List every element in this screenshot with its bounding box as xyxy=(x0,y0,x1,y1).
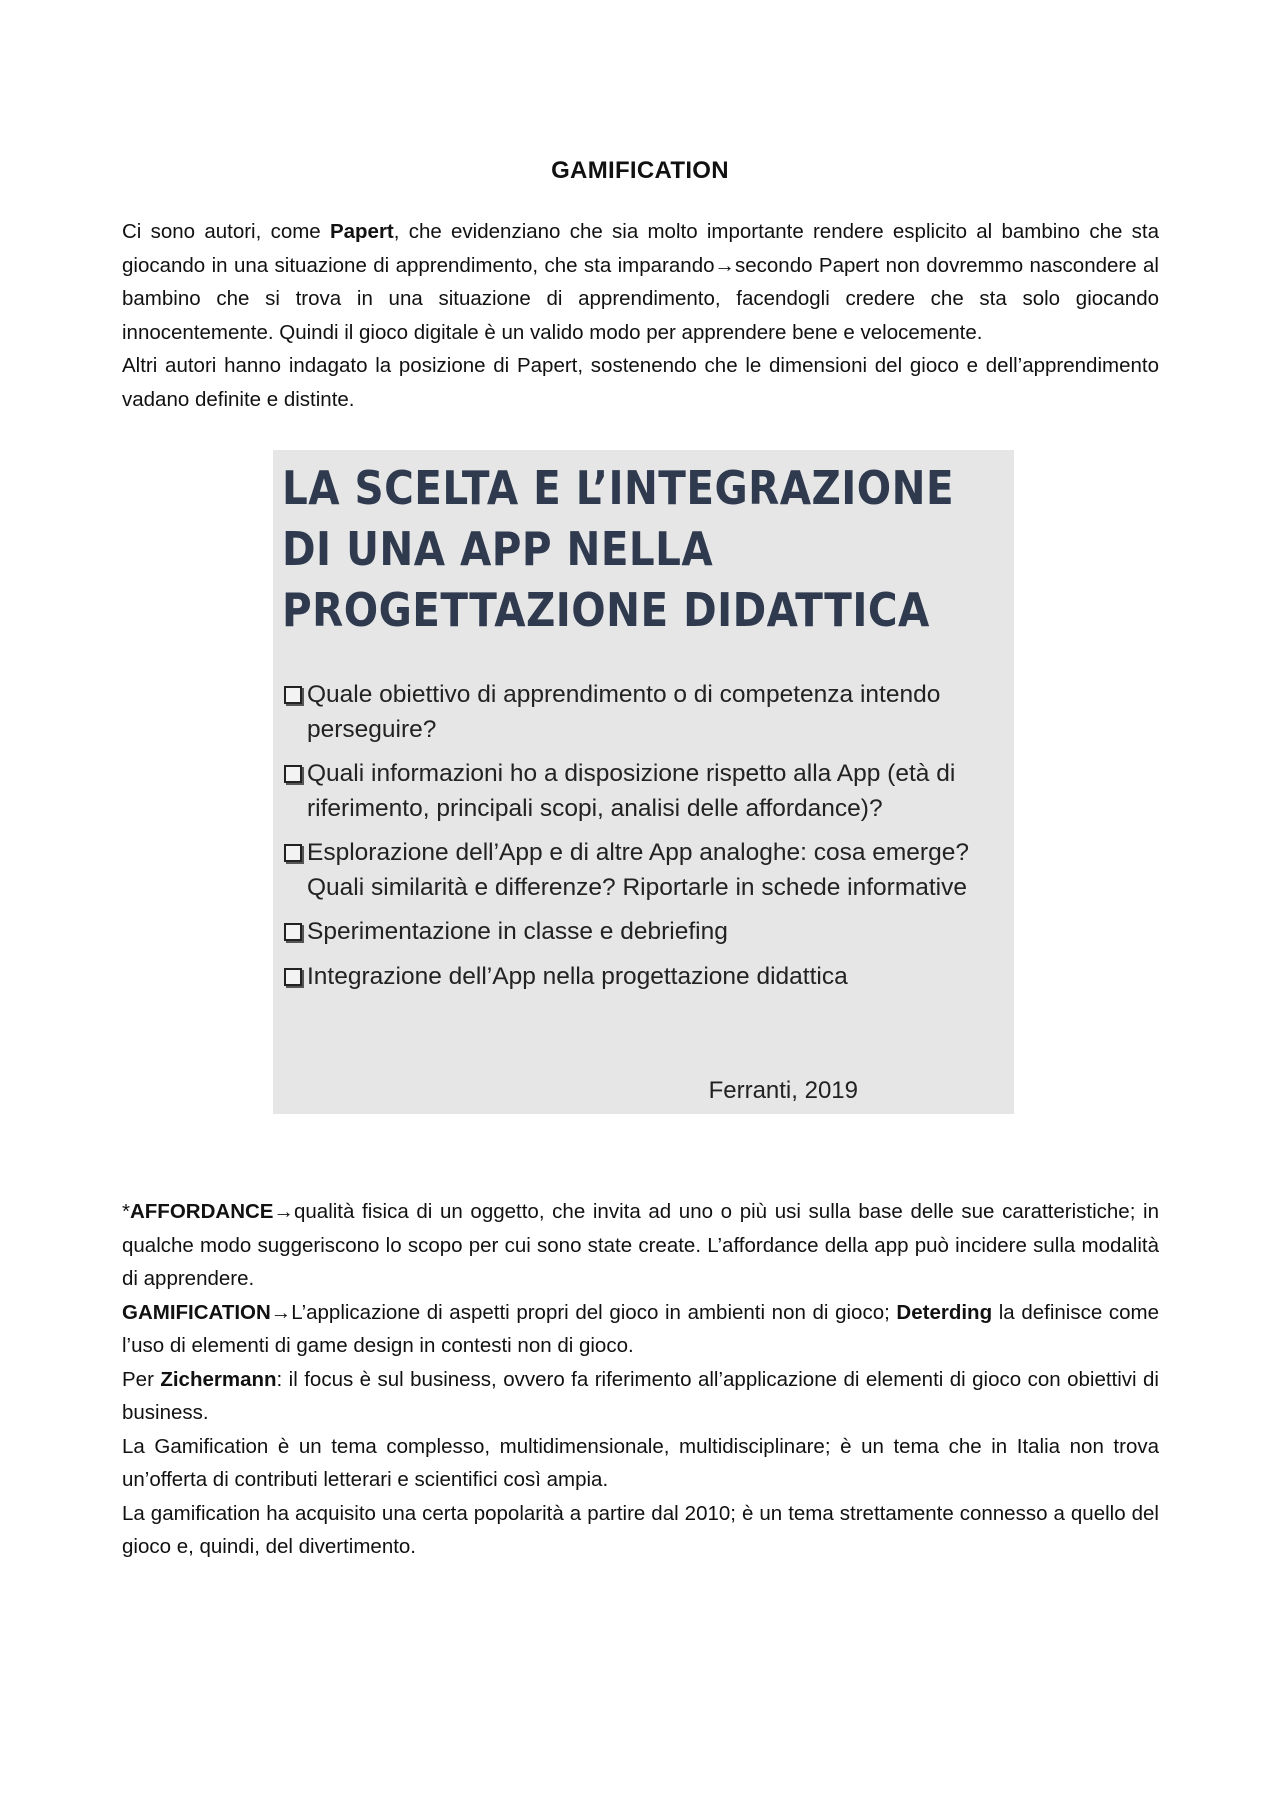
zichermann-paragraph xyxy=(122,1363,1159,1430)
page-title: GAMIFICATION xyxy=(551,157,729,184)
gamification-definition-a: L’applicazione di aspetti propri del gioco in ambienti non di gioco; xyxy=(291,1300,897,1324)
intro-p1-a: Ci sono autori, come xyxy=(122,220,330,243)
checkbox-icon xyxy=(284,686,302,704)
slide-figure xyxy=(273,450,1014,1114)
intro-text xyxy=(122,215,1159,416)
zichermann-a: Per xyxy=(122,1367,161,1391)
checklist-item-text: Integrazione dell’App nella progettazione didattica xyxy=(307,962,848,990)
gamification-paragraph xyxy=(122,1296,1159,1363)
arrow-right-icon: → xyxy=(714,253,735,277)
figure-checklist xyxy=(283,678,983,1004)
figure-title-line-1: LA SCELTA E L’INTEGRAZIONE xyxy=(282,461,955,515)
checklist-item xyxy=(283,915,983,950)
checklist-item-text: Quali informazioni ho a disposizione rispetto alla App (età di riferimento, principali scopi, analisi delle affordance)? xyxy=(307,760,956,822)
checklist-item xyxy=(283,757,983,826)
intro-paragraph-2: Altri autori hanno indagato la posizione di Papert, sostenendo che le dimensioni del gioco e dell’apprendimento vadano definite e distinte. xyxy=(122,354,1159,411)
checklist-item xyxy=(283,960,983,995)
checkbox-icon xyxy=(284,923,302,941)
checklist-item-text: Quale obiettivo di apprendimento o di competenza intendo perseguire? xyxy=(307,681,941,743)
arrow-right-icon: → xyxy=(270,1300,292,1324)
popularity-paragraph: La gamification ha acquisito una certa popolarità a partire dal 2010; è un tema strettamente connesso a quello del gioco e, quindi, del divertimento. xyxy=(122,1501,1159,1558)
checkbox-icon xyxy=(284,968,302,986)
affordance-paragraph xyxy=(122,1195,1159,1296)
intro-paragraph-1 xyxy=(122,215,1159,349)
checklist-item xyxy=(283,678,983,747)
affordance-definition: qualità fisica di un oggetto, che invita ad uno o più usi sulla base delle sue caratteristiche; in qualche modo suggeriscono lo scopo per cui sono state create. L’affordance della app può incidere sulla modalità di apprendere. xyxy=(122,1200,1159,1290)
zichermann-b: : il focus è sul business, ovvero fa riferimento all’applicazione di elementi di gioco con obiettivi di business. xyxy=(122,1367,1159,1424)
notes-text xyxy=(122,1195,1159,1564)
gamification-definition-b: la definisce come l’uso di elementi di game design in contesti non di gioco. xyxy=(122,1300,1159,1357)
asterisk: * xyxy=(122,1200,130,1223)
checklist-item xyxy=(283,836,983,905)
complex-theme-paragraph: La Gamification è un tema complesso, multidimensionale, multidisciplinare; è un tema che in Italia non trova un’offerta di contributi letterari e scientifici così ampia. xyxy=(122,1434,1159,1491)
figure-credit: Ferranti, 2019 xyxy=(708,1077,858,1104)
figure-title-line-3: PROGETTAZIONE DIDATTICA xyxy=(282,583,930,637)
checklist-item-text: Esplorazione dell’App e di altre App analoghe: cosa emerge? Quali similarità e differenze? Riportarle in schede informative xyxy=(307,839,969,901)
term-affordance: AFFORDANCE xyxy=(129,1200,274,1223)
arrow-right-icon: → xyxy=(273,1200,294,1223)
figure-title-line-2: DI UNA APP NELLA xyxy=(282,522,714,576)
term-gamification: GAMIFICATION xyxy=(122,1300,271,1324)
intro-p1-d: secondo Papert non dovremmo nascondere al bambino che si trova in una situazione di apprendimento, facendogli credere che sta solo giocando innocentemente. Quindi il gioco digitale è un valido modo per apprendere bene e velocemente. xyxy=(122,253,1159,344)
checklist-item-text: Sperimentazione in classe e debriefing xyxy=(307,918,728,945)
author-papert: Papert xyxy=(329,220,394,243)
checkbox-icon xyxy=(284,844,302,862)
author-zichermann: Zichermann xyxy=(160,1367,277,1391)
author-deterding: Deterding xyxy=(896,1300,993,1324)
checkbox-icon xyxy=(284,765,302,783)
intro-p1-c: , che evidenziano che sia molto importante rendere esplicito al bambino che sta giocando in una situazione di apprendimento, che sta imparando xyxy=(122,220,1159,277)
figure-title xyxy=(282,458,955,641)
